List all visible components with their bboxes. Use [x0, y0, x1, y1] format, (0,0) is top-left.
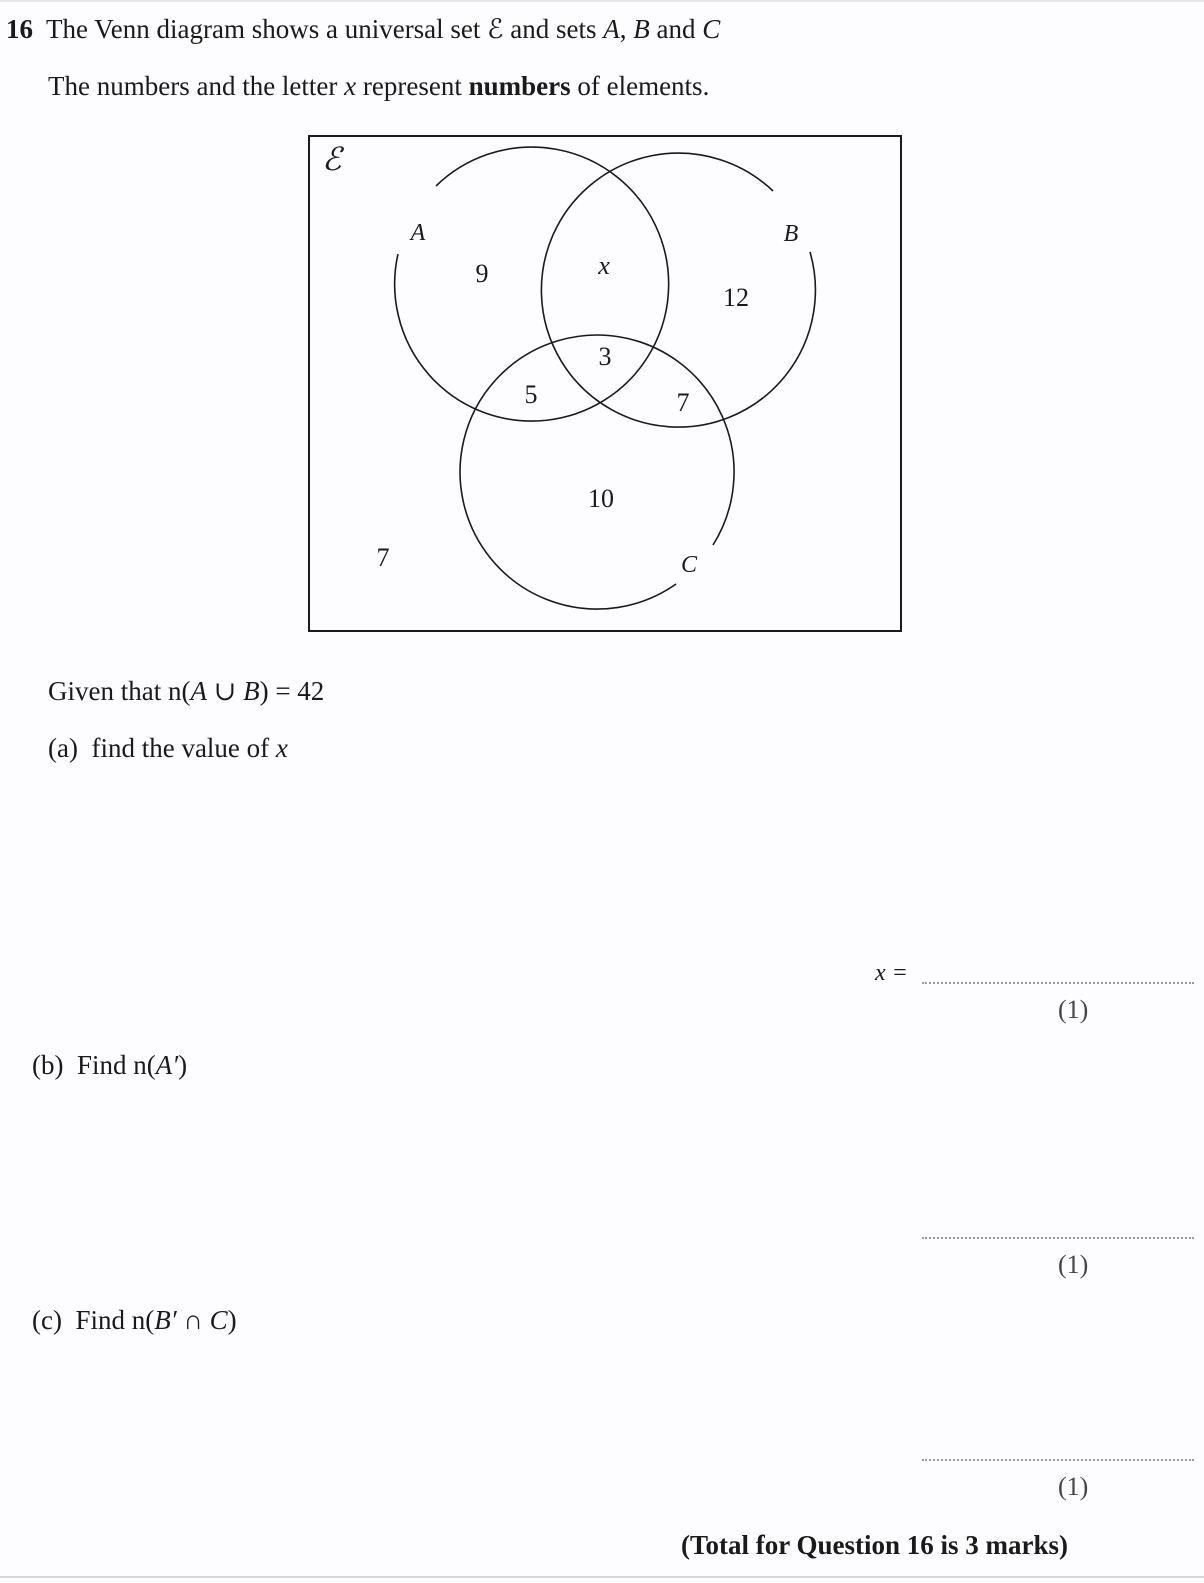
- given-statement: [48, 676, 324, 707]
- part-b-answer-line[interactable]: [922, 1237, 1194, 1239]
- line2-var: x: [344, 71, 357, 101]
- part-a-answer-prefix: x =: [875, 960, 908, 986]
- part-c-question: [32, 1305, 237, 1336]
- question-intro-sets: and sets: [503, 14, 604, 44]
- universal-set-label: ℰ: [322, 141, 342, 177]
- given-prefix: Given that n(: [48, 676, 191, 706]
- circle-b: [541, 153, 815, 427]
- region-outside: 7: [376, 543, 390, 572]
- question-number: 16: [6, 14, 33, 44]
- region-c-only: 10: [588, 484, 614, 513]
- label-b: B: [783, 221, 799, 247]
- label-c: C: [680, 552, 698, 578]
- part-a-var: x: [275, 733, 288, 763]
- line2-mid: represent: [356, 71, 469, 101]
- comma: ,: [619, 14, 634, 44]
- part-b-marks: (1): [1058, 1250, 1089, 1279]
- part-c-text: Find n(: [75, 1305, 155, 1335]
- part-c-set-c: C: [209, 1305, 228, 1335]
- bottom-rule: [0, 1576, 1204, 1578]
- universal-set-box: [309, 136, 901, 631]
- part-a-question: [48, 733, 288, 764]
- part-c-intersection: ∩: [176, 1305, 210, 1335]
- part-c-answer-line[interactable]: [922, 1459, 1194, 1461]
- part-b-question: [32, 1050, 187, 1081]
- given-a: A: [190, 676, 207, 706]
- part-c-label: (c): [32, 1305, 62, 1335]
- region-a-only: 9: [475, 259, 489, 288]
- part-c-marks: (1): [1058, 1472, 1089, 1501]
- label-a: A: [410, 220, 426, 246]
- part-a-answer-line[interactable]: [922, 982, 1194, 984]
- given-b: B: [243, 676, 260, 706]
- part-c-set-b: B′: [154, 1305, 177, 1335]
- universal-symbol: ℰ: [487, 14, 504, 44]
- part-c-close: ): [227, 1305, 237, 1335]
- part-b-close: ): [178, 1050, 188, 1080]
- region-a-b-c: 3: [598, 342, 612, 371]
- region-b-only: 12: [723, 283, 749, 312]
- total-marks: (Total for Question 16 is 3 marks): [681, 1530, 1069, 1560]
- venn-diagram: [0, 0, 1204, 660]
- question-intro: The Venn diagram shows a universal set: [46, 14, 488, 44]
- part-a-marks: (1): [1058, 995, 1089, 1024]
- line2-pre: The numbers and the letter: [48, 71, 345, 101]
- set-b-name: B: [633, 14, 650, 44]
- part-b-set: A′: [155, 1050, 179, 1080]
- and-word: and: [649, 14, 703, 44]
- line2-bold: numbers: [468, 71, 571, 101]
- set-a-name: A: [603, 14, 620, 44]
- part-a-label: (a): [48, 733, 78, 763]
- part-b-label: (b): [32, 1050, 64, 1080]
- line2-post: of elements.: [570, 71, 710, 101]
- region-a-and-c: 5: [524, 380, 538, 409]
- region-b-and-c: 7: [676, 388, 690, 417]
- given-suffix: ) = 42: [259, 676, 325, 706]
- given-union: ∪: [206, 676, 244, 706]
- region-a-and-b: x: [598, 251, 610, 280]
- set-c-name: C: [702, 14, 721, 44]
- part-b-text: Find n(: [76, 1050, 156, 1080]
- part-a-text: find the value of: [91, 733, 276, 763]
